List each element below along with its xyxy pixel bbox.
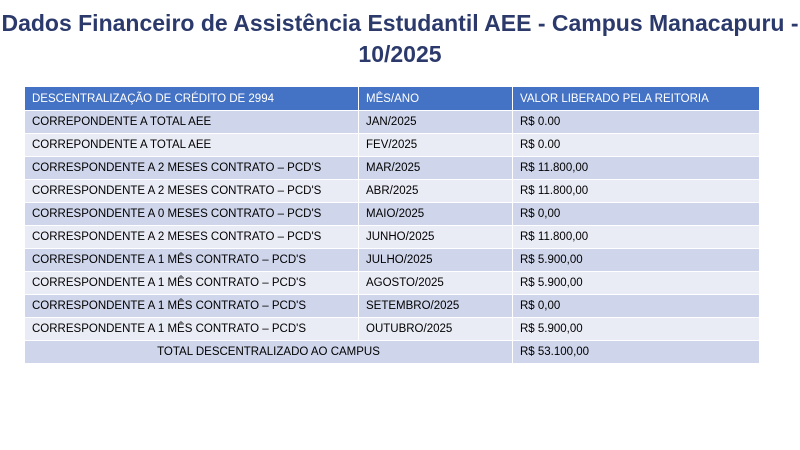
- cell-description: CORRESPONDENTE A 1 MÊS CONTRATO – PCD'S: [25, 249, 359, 272]
- cell-description: CORRESPONDENTE A 1 MÊS CONTRATO – PCD'S: [25, 272, 359, 295]
- page-title-line-2: 10/2025: [358, 41, 442, 67]
- table-row: [25, 203, 760, 226]
- cell-month: JULHO/2025: [359, 249, 513, 272]
- cell-value: R$ 5.900,00: [513, 249, 760, 272]
- cell-month: JUNHO/2025: [359, 226, 513, 249]
- cell-value: R$ 11.800,00: [513, 157, 760, 180]
- cell-description: CORRESPONDENTE A 1 MÊS CONTRATO – PCD'S: [25, 318, 359, 341]
- cell-month: MAIO/2025: [359, 203, 513, 226]
- cell-month: JAN/2025: [359, 111, 513, 134]
- cell-month: SETEMBRO/2025: [359, 295, 513, 318]
- cell-value: R$ 5.900,00: [513, 318, 760, 341]
- cell-value: R$ 5.900,00: [513, 272, 760, 295]
- table-row: [25, 295, 760, 318]
- table-header-row: [25, 87, 760, 111]
- table-row: [25, 180, 760, 203]
- table-row: [25, 157, 760, 180]
- cell-value: R$ 0.00: [513, 111, 760, 134]
- cell-month: ABR/2025: [359, 180, 513, 203]
- table-row: [25, 318, 760, 341]
- table-row: [25, 226, 760, 249]
- cell-month: OUTUBRO/2025: [359, 318, 513, 341]
- cell-value: R$ 11.800,00: [513, 226, 760, 249]
- cell-description: CORRESPONDENTE A 1 MÊS CONTRATO – PCD'S: [25, 295, 359, 318]
- table-row: [25, 134, 760, 157]
- cell-month: AGOSTO/2025: [359, 272, 513, 295]
- cell-description: CORREPONDENTE A TOTAL AEE: [25, 134, 359, 157]
- total-row: [25, 341, 760, 364]
- cell-description: CORRESPONDENTE A 0 MESES CONTRATO – PCD'S: [25, 203, 359, 226]
- table-row: [25, 249, 760, 272]
- header-valor-liberado: VALOR LIBERADO PELA REITORIA: [513, 87, 760, 111]
- cell-description: CORRESPONDENTE A 2 MESES CONTRATO – PCD'S: [25, 226, 359, 249]
- page-title: [0, 8, 800, 70]
- header-mes-ano: MÊS/ANO: [359, 87, 513, 111]
- financial-table: [24, 86, 760, 364]
- cell-value: R$ 0,00: [513, 203, 760, 226]
- cell-value: R$ 11.800,00: [513, 180, 760, 203]
- total-label: TOTAL DESCENTRALIZADO AO CAMPUS: [25, 341, 513, 364]
- page-title-line-1: Dados Financeiro de Assistência Estudantil AEE - Campus Manacapuru -: [1, 10, 799, 36]
- total-value: R$ 53.100,00: [513, 341, 760, 364]
- cell-description: CORRESPONDENTE A 2 MESES CONTRATO – PCD'S: [25, 157, 359, 180]
- table-row: [25, 111, 760, 134]
- cell-month: MAR/2025: [359, 157, 513, 180]
- cell-description: CORRESPONDENTE A 2 MESES CONTRATO – PCD'S: [25, 180, 359, 203]
- cell-value: R$ 0,00: [513, 295, 760, 318]
- cell-description: CORREPONDENTE A TOTAL AEE: [25, 111, 359, 134]
- cell-month: FEV/2025: [359, 134, 513, 157]
- table-row: [25, 272, 760, 295]
- cell-value: R$ 0.00: [513, 134, 760, 157]
- header-descentralizacao: DESCENTRALIZAÇÃO DE CRÉDITO DE 2994: [25, 87, 359, 111]
